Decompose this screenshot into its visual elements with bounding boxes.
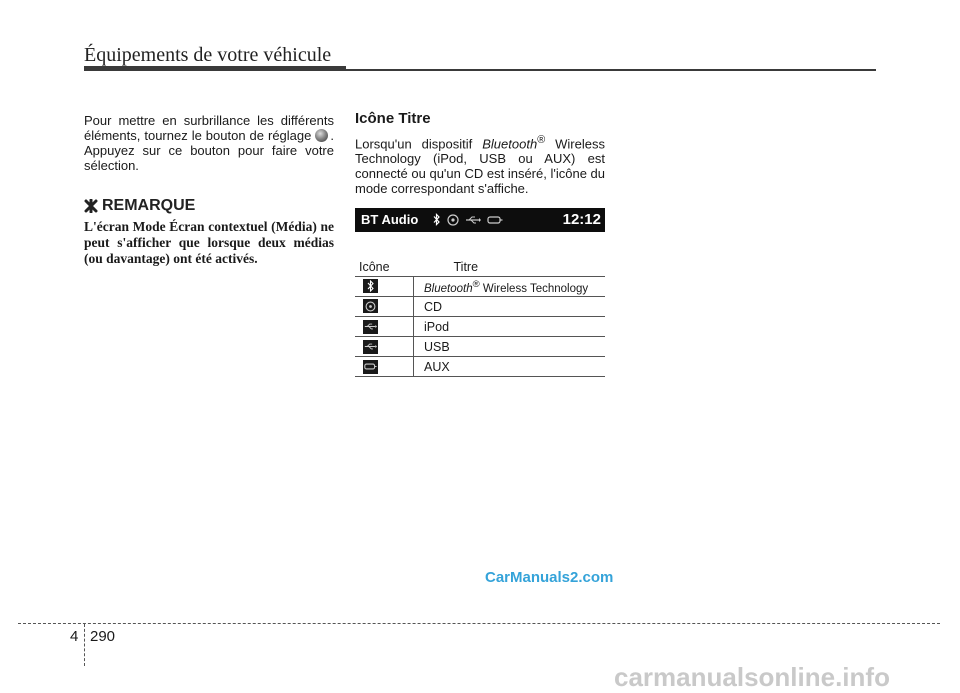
icon-title-table <box>355 258 605 377</box>
row-title: AUX <box>414 357 606 377</box>
footer-vertical-rule <box>84 624 85 666</box>
left-column <box>84 113 334 267</box>
bluetooth-icon <box>363 279 378 293</box>
aux-icon <box>363 360 378 374</box>
registered-mark: ® <box>537 134 546 146</box>
statusbar-clock: 12:12 <box>562 211 601 229</box>
statusbar-icons <box>433 213 503 226</box>
remark-label: REMARQUE <box>102 197 196 214</box>
footer-dashed-rule <box>18 623 940 624</box>
section-text-prefix: Lorsqu'un dispositif <box>355 136 473 152</box>
usb-icon <box>363 320 378 334</box>
footer-site-watermark: carmanualsonline.info <box>614 662 890 692</box>
middle-column <box>355 110 605 377</box>
section-title: Icône Titre <box>355 110 431 127</box>
intro-paragraph <box>84 113 334 173</box>
header-rule-thick <box>84 66 346 71</box>
row-title: iPod <box>414 317 606 337</box>
row-brand: Bluetooth <box>424 282 473 295</box>
remark-heading <box>84 197 334 215</box>
section-text-rest: Wireless Technology (iPod, USB ou AUX) est connecté ou qu'un CD est inséré, l'icône du mode correspondant s'affiche. <box>355 136 605 197</box>
remark-text: L'écran Mode Écran contextuel (Média) ne peut s'afficher que lorsque deux médias (ou davantage) ont été activés. <box>84 219 334 266</box>
page-header-title: Équipements de votre véhicule <box>84 44 332 66</box>
aux-icon <box>487 215 503 225</box>
table-row <box>355 357 605 377</box>
section-paragraph <box>355 133 605 196</box>
table-row <box>355 297 605 317</box>
statusbar-label: BT Audio <box>361 212 419 228</box>
bt-audio-statusbar <box>355 208 605 232</box>
col-header-icon: Icône <box>355 258 414 277</box>
header-rule-thin <box>346 69 876 71</box>
intro-text-2: . Appuyez sur ce bouton pour faire votre sélection. <box>84 128 334 173</box>
chapter-number: 4 <box>70 628 79 645</box>
watermark-link[interactable]: CarManuals2.com <box>485 569 614 586</box>
table-row <box>355 337 605 357</box>
row-title: CD <box>414 297 606 317</box>
table-row <box>355 317 605 337</box>
intro-text-1: Pour mettre en surbrillance les différents éléments, tournez le bouton de réglage <box>84 113 334 143</box>
tune-knob-icon <box>315 129 328 142</box>
bluetooth-brand: Bluetooth <box>482 136 538 152</box>
table-header-row <box>355 258 605 277</box>
col-header-title: Titre <box>414 258 606 277</box>
asterisk-cross-icon <box>84 199 98 213</box>
bluetooth-icon <box>433 213 441 226</box>
cd-icon <box>363 299 378 313</box>
table-row <box>355 277 605 297</box>
row-reg: ® <box>472 278 480 290</box>
usb-icon <box>465 215 481 225</box>
cd-icon <box>447 214 459 226</box>
row-title: USB <box>414 337 606 357</box>
page-number: 290 <box>90 628 116 645</box>
usb-icon <box>363 340 378 354</box>
row-title: Wireless Technology <box>479 282 589 295</box>
